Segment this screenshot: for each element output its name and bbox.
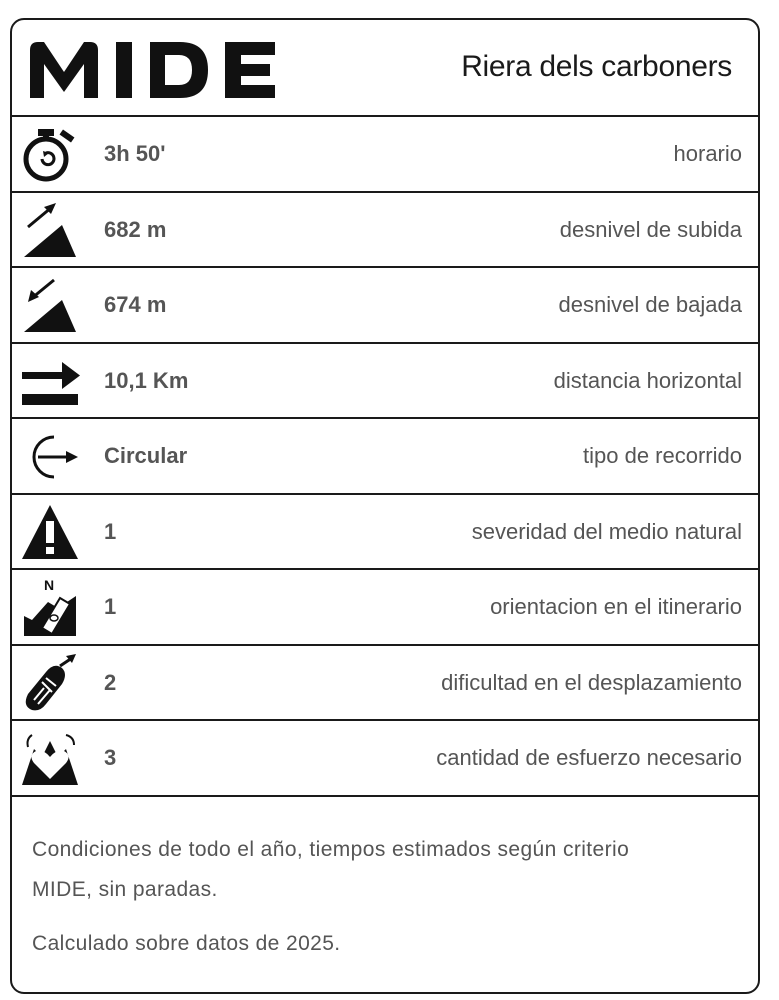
info-row-subida [12,193,758,269]
info-row-horario [12,117,758,193]
notes [32,830,678,978]
boot-sole-icon [18,652,82,714]
info-row-severidad [12,495,758,571]
row-value: 1 [104,594,117,619]
circular-route-icon [18,425,82,487]
notes-conditions: Condiciones de todo el año, tiempos estimados según criterio MIDE, sin paradas. [32,838,630,901]
distance-arrow-icon [18,350,82,412]
info-row-orientacion [12,570,758,646]
row-label: distancia horizontal [553,367,742,393]
compass-orientation-icon [18,576,82,638]
row-label: cantidad de esfuerzo necesario [436,745,742,770]
row-value: 3h 50' [104,141,166,166]
row-value: 10,1 Km [104,367,189,393]
row-label: severidad del medio natural [471,518,742,544]
info-row-desplazamiento [12,646,758,722]
mide-card [10,18,760,994]
row-label: horario [673,141,742,166]
row-label: desnivel de subida [559,216,742,242]
mide-logo [30,42,275,98]
info-row-distancia [12,344,758,420]
row-value: 2 [104,669,117,695]
row-value: 1 [104,518,117,544]
svg-text:N: N [44,577,55,593]
ascent-icon [18,199,82,261]
row-value: Circular [104,443,188,468]
info-row-esfuerzo [12,721,758,797]
route-name: Riera dels carboners [461,50,732,83]
warning-mountain-icon [18,501,82,563]
row-label: orientacion en el itinerario [490,594,742,619]
row-value: 3 [104,745,117,770]
descent-icon [18,274,82,336]
heart-effort-icon [18,727,82,789]
notes-calculated: Calculado sobre datos de 2025. [32,932,341,955]
stopwatch-icon [18,123,82,185]
header [12,20,758,117]
info-row-recorrido [12,419,758,495]
row-label: dificultad en el desplazamiento [441,669,742,695]
row-label: tipo de recorrido [583,443,742,468]
row-label: desnivel de bajada [558,292,742,317]
row-value: 674 m [104,292,167,317]
row-value: 682 m [104,216,167,242]
info-row-bajada [12,268,758,344]
